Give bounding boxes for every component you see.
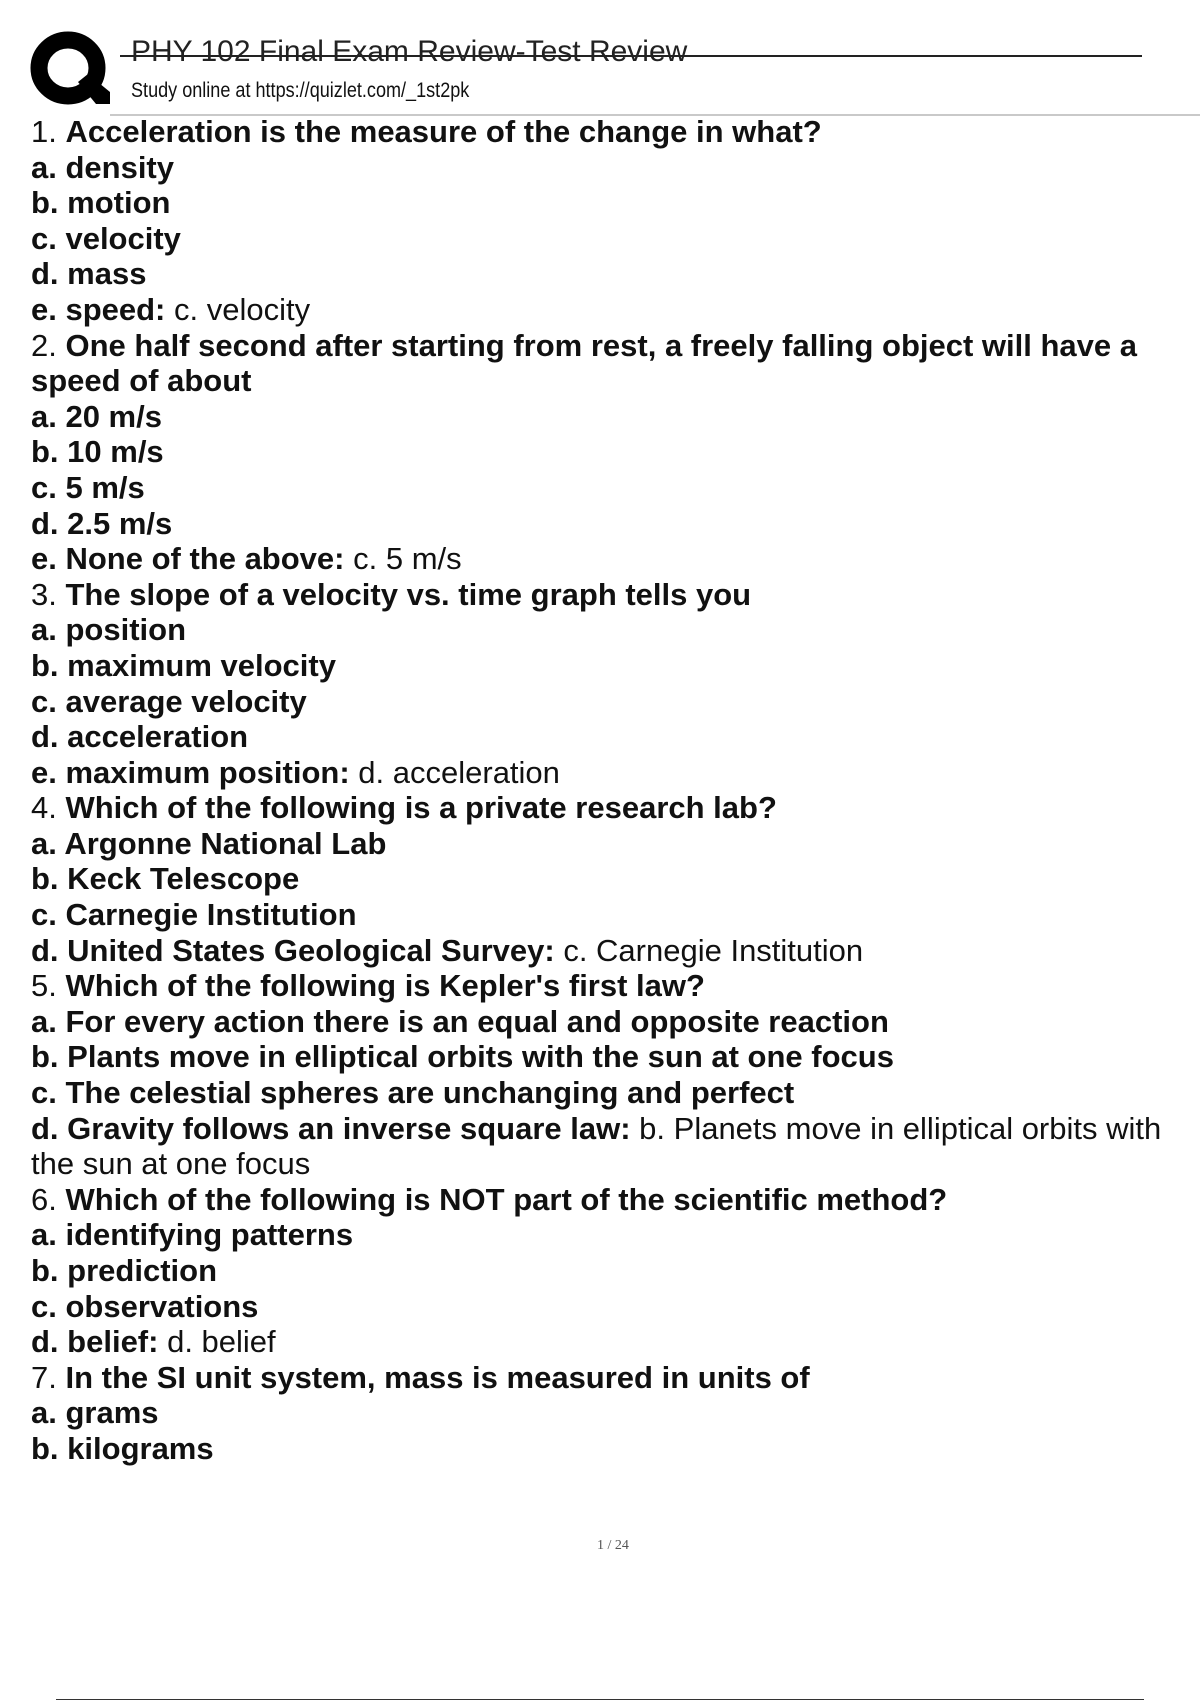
option: b. maximum velocity [31, 647, 336, 683]
option: c. velocity [31, 220, 181, 256]
question-4 [31, 790, 1196, 826]
last-option-with-answer [31, 292, 1196, 328]
option: c. The celestial spheres are unchanging and perfect [31, 1075, 795, 1111]
question-3 [31, 577, 1196, 613]
question-text: Which of the following is NOT part of the scientific method? [65, 1181, 948, 1217]
question-number: 4. [31, 790, 57, 826]
last-option-with-answer [31, 1324, 1196, 1360]
option: d. 2.5 m/s [31, 505, 173, 541]
last-option-with-answer [31, 1111, 1196, 1182]
answer: c. 5 m/s [353, 541, 462, 577]
quizlet-logo [30, 30, 110, 110]
question-text: Acceleration is the measure of the change in what? [65, 114, 822, 149]
answer: c. velocity [174, 291, 311, 327]
last-option-with-answer [31, 933, 1196, 969]
option: d. belief: [31, 1324, 159, 1360]
option: a. For every action there is an equal and opposite reaction [31, 1003, 889, 1039]
answer: c. Carnegie Institution [563, 932, 864, 968]
option: e. None of the above: [31, 541, 345, 577]
title-strike-rule [120, 55, 1142, 57]
document-title: PHY 102 Final Exam Review-Test Review [131, 35, 688, 68]
question-2 [31, 328, 1196, 364]
option: c. Carnegie Institution [31, 897, 357, 933]
option: a. position [31, 612, 186, 648]
option: a. 20 m/s [31, 398, 162, 434]
page-number: 1 / 24 [597, 1538, 629, 1553]
option: c. average velocity [31, 683, 307, 719]
option: d. United States Geological Survey: [31, 932, 555, 968]
option: b. kilograms [31, 1430, 214, 1466]
answer: d. acceleration [358, 754, 560, 790]
option: d. Gravity follows an inverse square law: [31, 1110, 631, 1146]
question-text: Which of the following is a private research lab? [65, 790, 777, 826]
option: c. observations [31, 1288, 259, 1324]
question-6 [31, 1182, 1196, 1218]
question-number: 5. [31, 968, 57, 1004]
question-text: The slope of a velocity vs. time graph tells you [65, 576, 752, 612]
question-text: One half second after starting from rest, a freely falling object will have a [65, 327, 1137, 363]
option: c. 5 m/s [31, 469, 145, 505]
option: e. speed: [31, 291, 166, 327]
last-option-with-answer [31, 541, 1196, 577]
question-number: 2. [31, 327, 57, 363]
option: a. grams [31, 1395, 159, 1431]
question-number: 3. [31, 576, 57, 612]
option: a. density [31, 149, 174, 185]
question-7 [31, 1360, 1196, 1396]
last-option-with-answer [31, 755, 1196, 791]
option: b. motion [31, 185, 171, 221]
question-number: 1. [31, 114, 57, 149]
question-5 [31, 968, 1196, 1004]
question-list [31, 114, 1196, 1467]
option: b. Keck Telescope [31, 861, 300, 897]
option: a. identifying patterns [31, 1217, 354, 1253]
answer: b. Planets move in elliptical orbits with the sun at one focus [31, 1110, 1162, 1182]
option: d. mass [31, 256, 147, 292]
answer: d. belief [167, 1324, 276, 1360]
option: b. prediction [31, 1253, 217, 1288]
question-number: 6. [31, 1181, 57, 1217]
option: e. maximum position: [31, 754, 350, 790]
option: d. acceleration [31, 719, 249, 755]
study-online-link[interactable]: Study online at https://quizlet.com/_1st2pk [131, 79, 470, 102]
option: b. Plants move in elliptical orbits with the sun at one focus [31, 1039, 894, 1075]
page-header [0, 0, 1200, 120]
option: a. Argonne National Lab [31, 825, 387, 861]
question-number: 7. [31, 1359, 57, 1395]
question-text: Which of the following is Kepler's first law? [65, 968, 705, 1004]
option: b. 10 m/s [31, 434, 164, 470]
question-text: In the SI unit system, mass is measured in units of [65, 1359, 810, 1395]
question-1 [31, 114, 1196, 150]
question-text-continued: speed of about [31, 363, 252, 399]
